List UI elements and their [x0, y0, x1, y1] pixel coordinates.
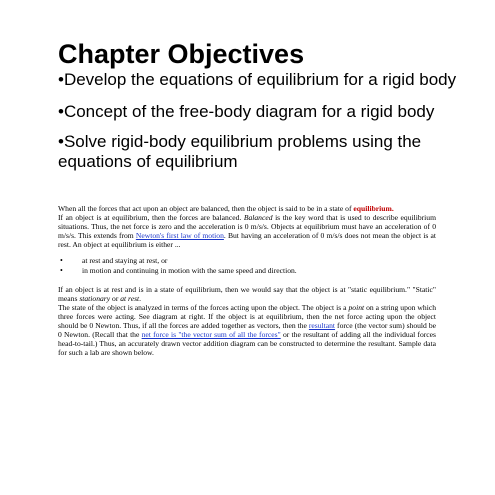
- link-net-force[interactable]: net force is "the vector sum of all the forces": [141, 330, 281, 339]
- objective-item: •Concept of the free-body diagram for a rigid body: [58, 102, 435, 121]
- list-item: • in motion and continuing in motion with the same speed and direction.: [58, 266, 436, 276]
- paragraph-force-analysis: The state of the object is analyzed in terms of the forces acting upon the object. The object is a point on a string upon which three forces were acting. See diagram at right. If the object is at equilibrium, then the net force acting upon the object should be 0 Newton. Thus, if all the forces are added together as vectors, then the resultant force (the vector sum) should be 0 Newton. (Recall that the net force is "the vector sum of all the forces" or the resultant of adding all the individual forces head-to-tail.) Thus, an accurately drawn vector addition diagram can be constructed to determine the resultant. Sample data for such a lab are shown below.: [58, 303, 437, 357]
- list-item: • at rest and staying at rest, or: [58, 256, 436, 266]
- paragraph-balanced-forces: If an object is at equilibrium, then the forces are balanced. Balanced is the key word that is used to describe equilibrium situations. Thus, the net force is zero and the acceleration is 0 m/s/s. Objects at equilibrium must have an acceleration of 0 m/s/s. This extends from Newton's first law of motion. But having an acceleration of 0 m/s/s does not mean the object is at rest. An object at equilibrium is either ...: [58, 213, 437, 249]
- objective-item: •Solve rigid-body equilibrium problems using the equations of equilibrium: [58, 132, 422, 171]
- body-text: [58, 204, 436, 357]
- equilibrium-term: equilibrium.: [353, 204, 394, 213]
- objectives-list: [58, 70, 468, 182]
- page-title: Chapter Objectives: [58, 39, 305, 69]
- link-newtons-first-law[interactable]: Newton's first law of motion: [135, 231, 224, 240]
- link-resultant[interactable]: resultant: [308, 321, 336, 330]
- objective-item: •Develop the equations of equilibrium for a rigid body: [58, 70, 457, 89]
- equilibrium-states-list: [58, 256, 436, 276]
- paragraph-static-equilibrium: If an object is at rest and is in a state of equilibrium, then we would say that the object is at "static equilibrium." "Static" means stationary or at rest.: [58, 285, 436, 303]
- paragraph-equilibrium-definition: When all the forces that act upon an object are balanced, then the object is said to be in a state of equilibrium.: [58, 204, 394, 213]
